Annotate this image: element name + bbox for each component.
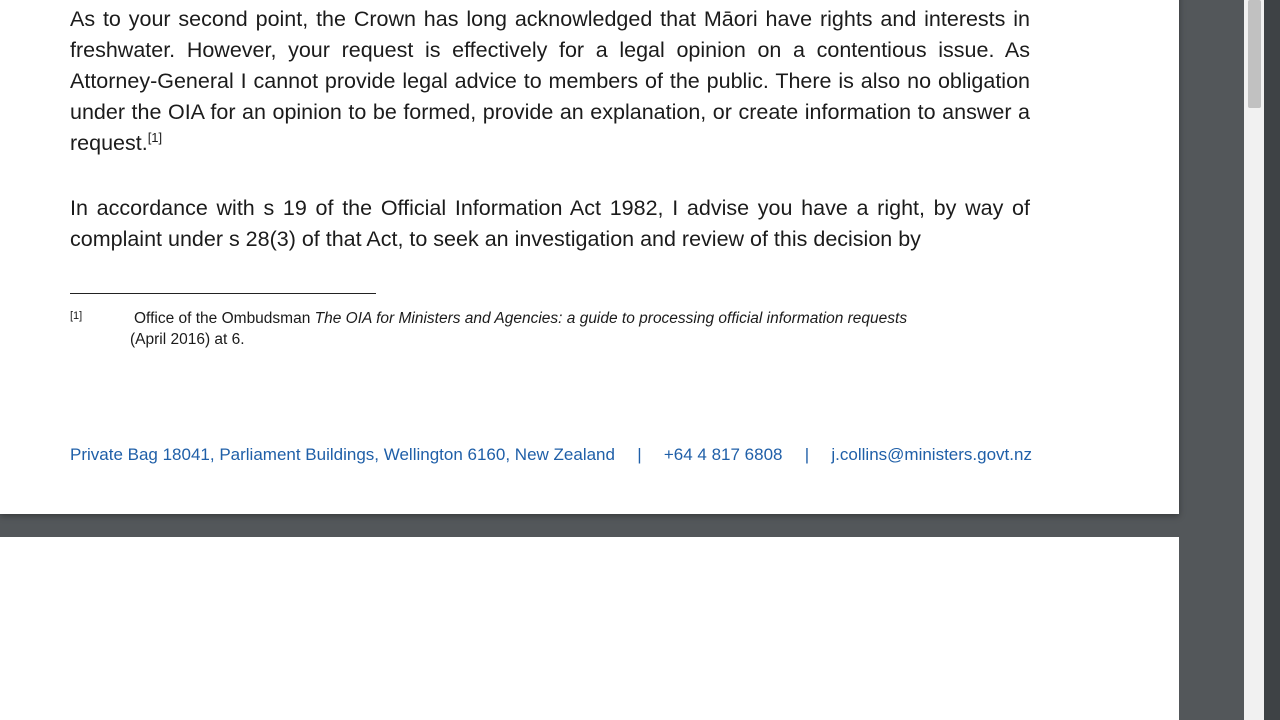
letter-footer <box>70 445 1032 465</box>
window-edge <box>1264 0 1280 720</box>
body-paragraph <box>70 193 1030 255</box>
footnote-mark: [1] <box>70 310 83 322</box>
footnote-body <box>130 308 1030 350</box>
footer-email[interactable]: j.collins@ministers.govt.nz <box>831 445 1032 464</box>
footer-phone: +64 4 817 6808 <box>663 445 783 464</box>
vertical-scrollbar[interactable] <box>1244 0 1264 720</box>
paragraph-text: As to your second point, the Crown has long acknowledged that Māori have rights and interests in freshwater. However, your request is effectively for a legal opinion on a contentious issue. As Attorney-General I cannot provide legal advice to members of the public. There is also no obligation under the OIA for an opinion to be formed, provide an explanation, or create information to answer a request. <box>70 7 1030 155</box>
footnote <box>70 308 1030 350</box>
footnote-reference[interactable]: [1] <box>147 130 163 145</box>
footnote-author: Office of the Ombudsman <box>134 310 311 327</box>
footer-address: Private Bag 18041, Parliament Buildings, Wellington 6160, New Zealand <box>70 445 615 464</box>
body-paragraph <box>70 4 1030 159</box>
scrollbar-thumb[interactable] <box>1248 0 1261 108</box>
footer-separator: | <box>804 445 810 464</box>
next-document-page <box>0 537 1179 720</box>
footer-separator: | <box>637 445 642 464</box>
footnote-title: The OIA for Ministers and Agencies: a guide to processing official information requests <box>314 310 908 327</box>
paragraph-text: In accordance with s 19 of the Official Information Act 1982, I advise you have a right, by way of complaint under s 28(3) of that Act, to seek an investigation and review of this decision by <box>70 196 1030 251</box>
footnote-divider <box>70 293 376 294</box>
footnote-rest: (April 2016) at 6. <box>130 331 245 348</box>
